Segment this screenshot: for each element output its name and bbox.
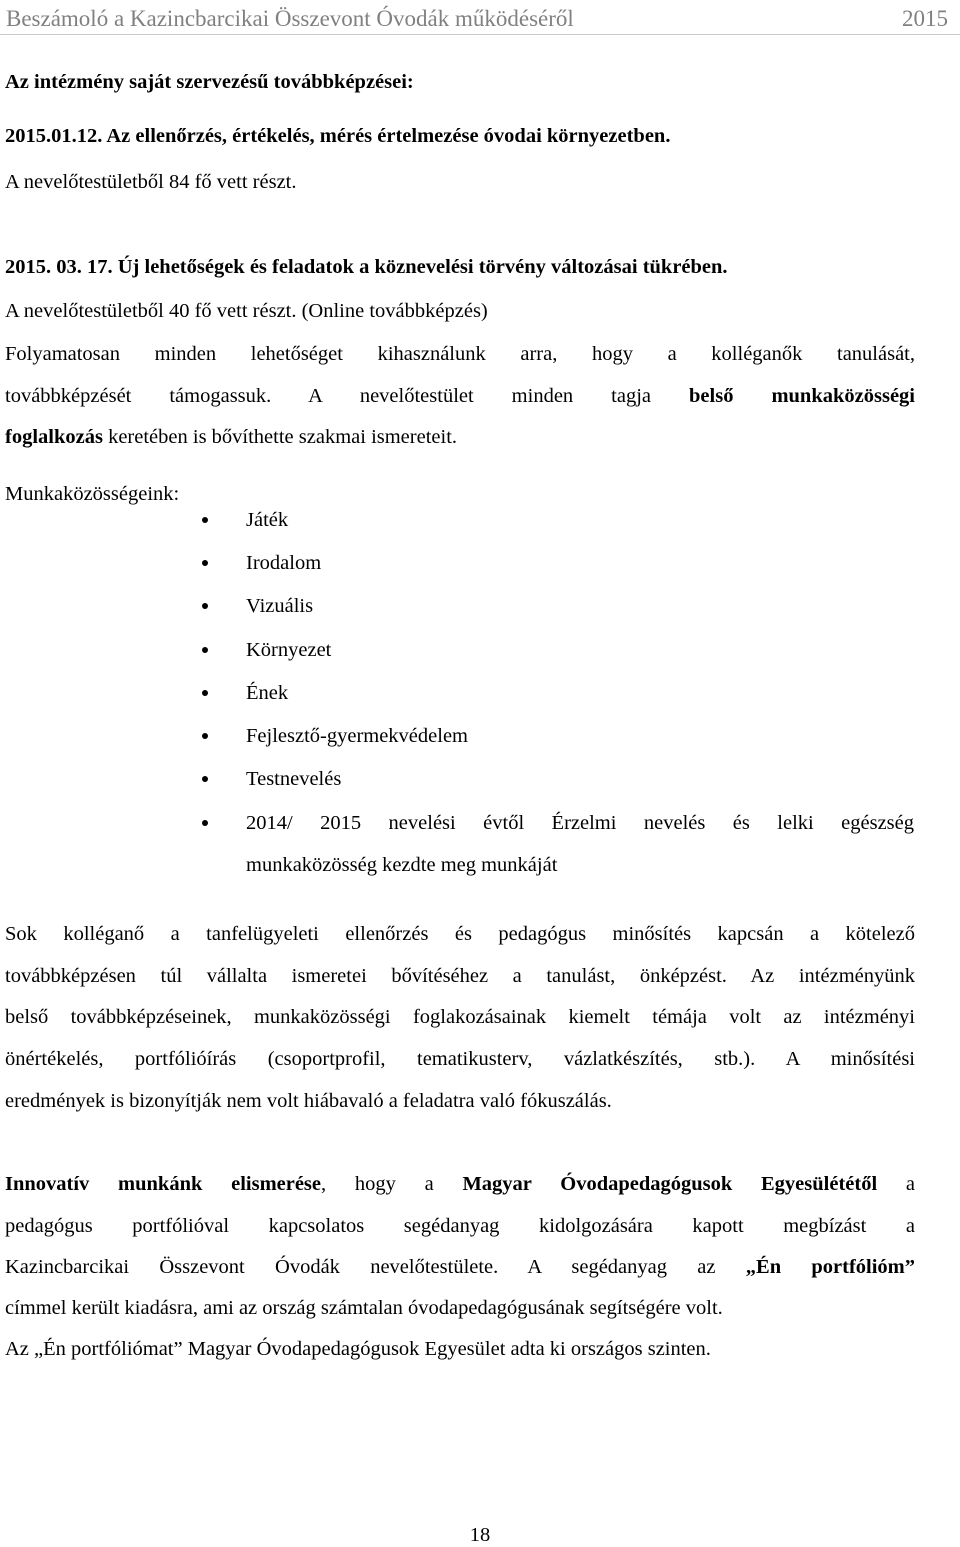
para3-line1: Innovatív munkánk elismerése, hogy a Magyar Óvodapedagógusok Egyesülététől a: [5, 1173, 915, 1195]
bullet-icon: [202, 776, 208, 782]
bullet-icon: [202, 690, 208, 696]
header-year: 2015: [902, 6, 948, 31]
training2-attendance: A nevelőtestületből 40 fő vett részt. (Online továbbképzés): [5, 300, 488, 322]
para3-line5: Az „Én portfóliómat” Magyar Óvodapedagógusok Egyesület adta ki országos szinten.: [5, 1338, 711, 1360]
bullet-icon: [202, 560, 208, 566]
training2-title: 2015. 03. 17. Új lehetőségek és feladatok a köznevelési törvény változásai tükrében.: [5, 256, 728, 278]
workgroups-label: Munkaközösségeink:: [5, 483, 180, 505]
para1-line1: Folyamatosan minden lehetőséget kihasználunk arra, hogy a kolléganők tanulását,: [5, 343, 915, 365]
para2-line2: továbbképzésen túl vállalta ismeretei bővítéséhez a tanulást, önképzést. Az intézményünk: [5, 965, 915, 987]
para3-line3: Kazincbarcikai Összevont Óvodák nevelőtestülete. A segédanyag az „Én portfólióm”: [5, 1256, 915, 1278]
para1-line3: foglalkozás keretében is bővíthette szakmai ismereteit.: [5, 426, 458, 448]
bullet-icon: [202, 820, 208, 826]
para2-line4: önértékelés, portfólióírás (csoportprofil, tematikusterv, vázlatkészítés, stb.). A minősítési: [5, 1048, 915, 1070]
bullet-icon: [202, 733, 208, 739]
bullet-icon: [202, 603, 208, 609]
para2-line5: eredmények is bizonyítják nem volt hiábavaló a feladatra való fókuszálás.: [5, 1090, 612, 1112]
para3-line2: pedagógus portfólióval kapcsolatos segédanyag kidolgozására kapott megbízást a: [5, 1215, 915, 1237]
training1-title: 2015.01.12. Az ellenőrzés, értékelés, mérés értelmezése óvodai környezetben.: [5, 125, 671, 147]
page-number: 18: [469, 1524, 491, 1546]
training1-attendance: A nevelőtestületből 84 fő vett részt.: [5, 171, 297, 193]
bullet-icon: [202, 647, 208, 653]
section-title: Az intézmény saját szervezésű továbbképzései:: [5, 71, 414, 93]
header-title: Beszámoló a Kazincbarcikai Összevont Óvodák működéséről: [6, 6, 574, 31]
para3-line4: címmel került kiadásra, ami az ország számtalan óvodapedagógusának segítségére volt.: [5, 1297, 723, 1319]
para2-line3: belső továbbképzéseinek, munkaközösségi foglakozásainak kiemelt témája volt az intézményi: [5, 1006, 915, 1028]
para1-line2: továbbképzését támogassuk. A nevelőtestület minden tagja belső munkaközösségi: [5, 385, 915, 407]
page-header: [0, 0, 960, 35]
para2-line1: Sok kolléganő a tanfelügyeleti ellenőrzés és pedagógus minősítés kapcsán a kötelező: [5, 923, 915, 945]
bullet-icon: [202, 517, 208, 523]
